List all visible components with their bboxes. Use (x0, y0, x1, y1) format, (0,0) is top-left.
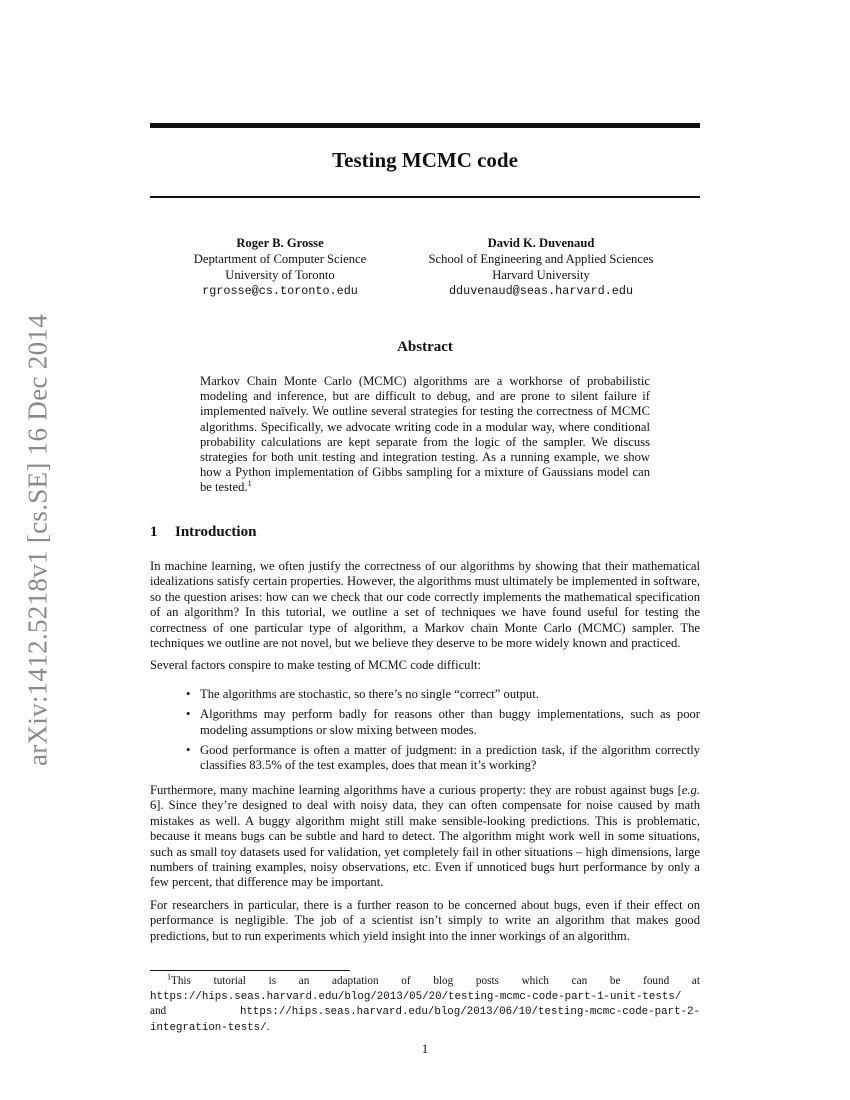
list-item (150, 687, 700, 702)
footnote-conjunction: and (150, 1005, 240, 1018)
section-heading-introduction (150, 522, 700, 542)
author-block-1 (170, 235, 390, 299)
author-email[interactable]: rgrosse@cs.toronto.edu (202, 284, 358, 298)
list-item (150, 743, 700, 774)
list-item-text: The algorithms are stochastic, so there’s no single “correct” output. (200, 686, 539, 701)
list-item (150, 707, 700, 738)
list-item-text: Good performance is often a matter of judgment: in a prediction task, if the algorithm correctly classifies 83.5% of the test examples, does that mean it’s working? (200, 743, 700, 773)
footnote-url-1[interactable]: https://hips.seas.harvard.edu/blog/2013/05/20/testing-mcmc-code-part-1-unit-tests/ (150, 990, 682, 1003)
abstract-body (200, 374, 650, 496)
footnote-url-2[interactable]: https://hips.seas.harvard.edu/blog/2013/06/10/testing-mcmc-code-part-2-integration-tests/ (150, 1006, 700, 1034)
main-text (150, 559, 700, 951)
paragraph-2: Several factors conspire to make testing of MCMC code difficult: (150, 658, 481, 673)
abstract-footnote-mark[interactable]: 1 (247, 479, 252, 489)
list-item-text: Algorithms may perform badly for reasons other than buggy implementations, such as poor modeling assumptions or slow mixing between modes. (200, 707, 700, 737)
section-number: 1 (150, 524, 158, 540)
author-affiliation: Deptartment of Computer Science (193, 252, 367, 266)
footnote-rule (150, 970, 350, 971)
bullet-glyph: • (186, 707, 191, 722)
bullet-glyph: • (186, 743, 191, 758)
footnote-indent (150, 975, 167, 987)
author-institution: University of Toronto (225, 268, 335, 282)
author-block-2 (410, 235, 672, 299)
page-number: 1 (421, 1042, 429, 1056)
footnote-end: . (266, 1020, 270, 1033)
footnote (150, 974, 700, 1035)
title-rule-bottom (150, 196, 700, 198)
paragraph-3 (150, 783, 700, 891)
bullet-glyph: • (186, 686, 191, 701)
section-title: Introduction (175, 524, 257, 540)
abstract-heading: Abstract (397, 339, 453, 355)
title-rule-top (150, 123, 700, 128)
author-name: Roger B. Grosse (236, 236, 324, 250)
author-institution: Harvard University (492, 268, 590, 282)
paragraph-3-text: Furthermore, many machine learning algorithms have a curious property: they are robust against bugs [ (150, 782, 682, 797)
difficulty-factors-list (150, 687, 700, 774)
citation-link[interactable]: 6 (150, 798, 157, 813)
abstract-text: Markov Chain Monte Carlo (MCMC) algorithms are a workhorse of probabilistic modeling and inference, but are difficult to debug, and are prone to silent failure if implemented naïvely. We outline several strategies for testing the correctness of MCMC algorithms. Specifically, we advocate writing code in a modular way, where conditional probability calculations are kept separate from the logic of the sampler. We discuss strategies for both unit testing and integration testing. As a running example, we show how a Python implementation of Gibbs sampling for a mixture of Gaussians model can be tested. (200, 374, 650, 495)
citation-eg: e.g. (681, 782, 700, 797)
footnote-mark: 1 (167, 972, 171, 982)
paragraph-1: In machine learning, we often justify the correctness of our algorithms by showing that their mathematical idealizations satisfy certain properties. However, the algorithms must ultimately be implemented in software, so the question arises: how can we check that our code correctly implements the mathematical specification of an algorithm? In this tutorial, we outline a set of techniques we have found useful for testing the correctness of one particular type of algorithm, a Markov chain Monte Carlo (MCMC) sampler. The techniques we outline are not novel, but we believe they deserve to be more widely known and practiced. (150, 559, 700, 651)
paragraph-3-text-cont: ]. Since they’re designed to deal with noisy data, they can often compensate for noise caused by math mistakes as well. A buggy algorithm might still make sensible-looking predictions. This is problematic, because it means bugs can be subtle and hard to detect. The algorithm might work well in some situations, such as small toy datasets used for validation, yet completely fail in other situations – high dimensions, large numbers of training examples, noisy observations, etc. Even if unnoticed bugs hurt performance by only a few percent, that difference may be important. (150, 798, 700, 890)
author-affiliation: School of Engineering and Applied Sciences (428, 252, 654, 266)
paragraph-4: For researchers in particular, there is a further reason to be concerned about bugs, even if their effect on performance is negligible. The job of a scientist isn’t simply to write an algorithm that makes good predictions, but to run experiments which yield insight into the inner workings of an algorithm. (150, 897, 700, 943)
author-email[interactable]: dduvenaud@seas.harvard.edu (448, 284, 634, 298)
footnote-text: This tutorial is an adaptation of blog posts which can be found at (171, 975, 700, 987)
author-name: David K. Duvenaud (487, 236, 595, 250)
arxiv-identifier-stamp: arXiv:1412.5218v1 [cs.SE] 16 Dec 2014 (22, 313, 53, 767)
paper-title: Testing MCMC code (332, 148, 518, 172)
